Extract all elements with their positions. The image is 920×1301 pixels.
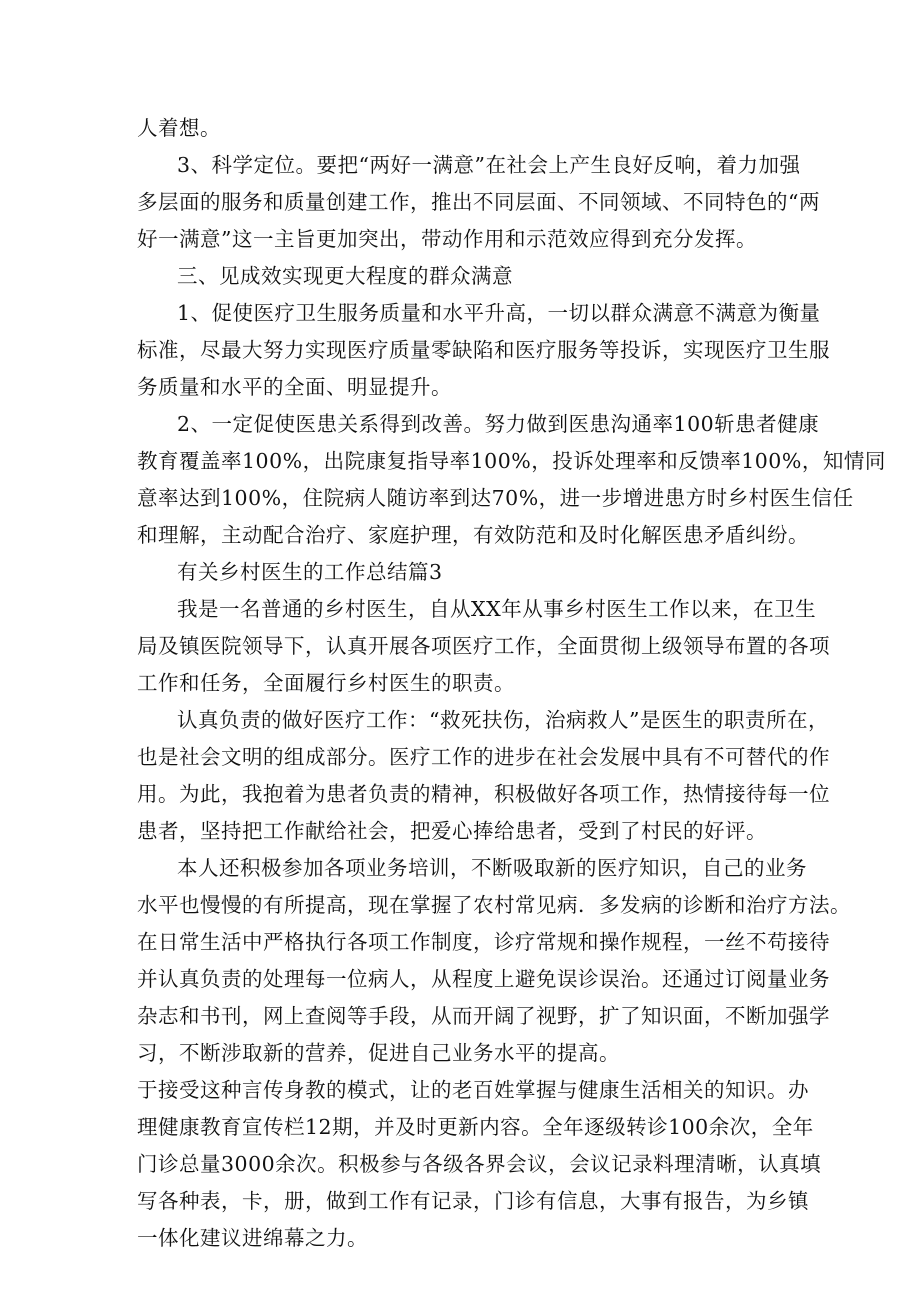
section-heading: 三、见成效实现更大程度的群众满意 <box>177 264 513 288</box>
text-line: 和理解，主动配合治疗、家庭护理，有效防范和及时化解医患矛盾纠纷。 <box>137 523 809 547</box>
text-line: 杂志和书刊，网上查阅等手段，从而开阔了视野，扩了知识面，不断加强学 <box>137 1004 830 1028</box>
text-line: 3、科学定位。要把“两好一满意”在社会上产生良好反响，着力加强 <box>177 153 801 177</box>
text-line: 我是一名普通的乡村医生，自从XX年从事乡村医生工作以来，在卫生 <box>177 597 817 621</box>
text-line: 习，不断涉取新的营养，促进自己业务水平的提高。 <box>137 1041 620 1065</box>
text-line: 理健康教育宣传栏12期，并及时更新内容。全年逐级转诊100余次，全年 <box>137 1115 814 1139</box>
text-line: 门诊总量3000余次。积极参与各级各界会议，会议记录料理清晰，认真填 <box>137 1152 822 1176</box>
text-line: 2、一定促使医患关系得到改善。努力做到医患沟通率100斩患者健康 <box>177 412 820 436</box>
text-line: 工作和任务，全面履行乡村医生的职责。 <box>137 671 515 695</box>
text-line: 人着想。 <box>137 116 221 140</box>
text-line: 于接受这种言传身教的模式，让的老百姓掌握与健康生活相关的知识。办 <box>137 1078 809 1102</box>
text-line: 认真负责的做好医疗工作：“救死扶伤，治病救人”是医生的职责所在， <box>177 708 829 732</box>
text-line: 一体化建议进绵幕之力。 <box>137 1226 368 1250</box>
text-line: 也是社会文明的组成部分。医疗工作的进步在社会发展中具有不可替代的作 <box>137 745 830 769</box>
text-line: 并认真负责的处理每一位病人，从程度上避免误诊误治。还通过订阅量业务 <box>137 967 830 991</box>
text-line: 写各种表，卡，册，做到工作有记录，门诊有信息，大事有报告，为乡镇 <box>137 1189 809 1213</box>
text-line: 局及镇医院领导下，认真开展各项医疗工作，全面贯彻上级领导布置的各项 <box>137 634 830 658</box>
text-line: 意率达到100%，住院病人随访率到达70%，进一步增进患方时乡村医生信任 <box>137 486 854 510</box>
text-line: 标准，尽最大努力实现医疗质量零缺陷和医疗服务等投诉，实现医疗卫生服 <box>137 338 830 362</box>
text-line: 水平也慢慢的有所提高，现在掌握了农村常见病．多发病的诊断和治疗方法。 <box>137 893 851 917</box>
text-line: 在日常生活中严格执行各项工作制度，诊疗常规和操作规程，一丝不苟接待 <box>137 930 830 954</box>
text-line: 务质量和水平的全面、明显提升。 <box>137 375 452 399</box>
article-title: 有关乡村医生的工作总结篇3 <box>177 560 443 584</box>
text-line: 用。为此，我抱着为患者负责的精神，积极做好各项工作，热情接待每一位 <box>137 782 830 806</box>
text-line: 1、促使医疗卫生服务质量和水平升高，一切以群众满意不满意为衡量 <box>177 301 821 325</box>
text-line: 多层面的服务和质量创建工作，推出不同层面、不同领域、不同特色的“两 <box>137 190 820 214</box>
text-line: 教育覆盖率100%，出院康复指导率100%，投诉处理率和反馈率100%，知情同 <box>137 449 886 473</box>
text-line: 患者，坚持把工作献给社会，把爱心捧给患者，受到了村民的好评。 <box>137 819 767 843</box>
text-line: 本人还积极参加各项业务培训，不断吸取新的医疗知识，自己的业务 <box>177 856 807 880</box>
text-line: 好一满意”这一主旨更加突出，带动作用和示范效应得到充分发挥。 <box>137 227 757 251</box>
